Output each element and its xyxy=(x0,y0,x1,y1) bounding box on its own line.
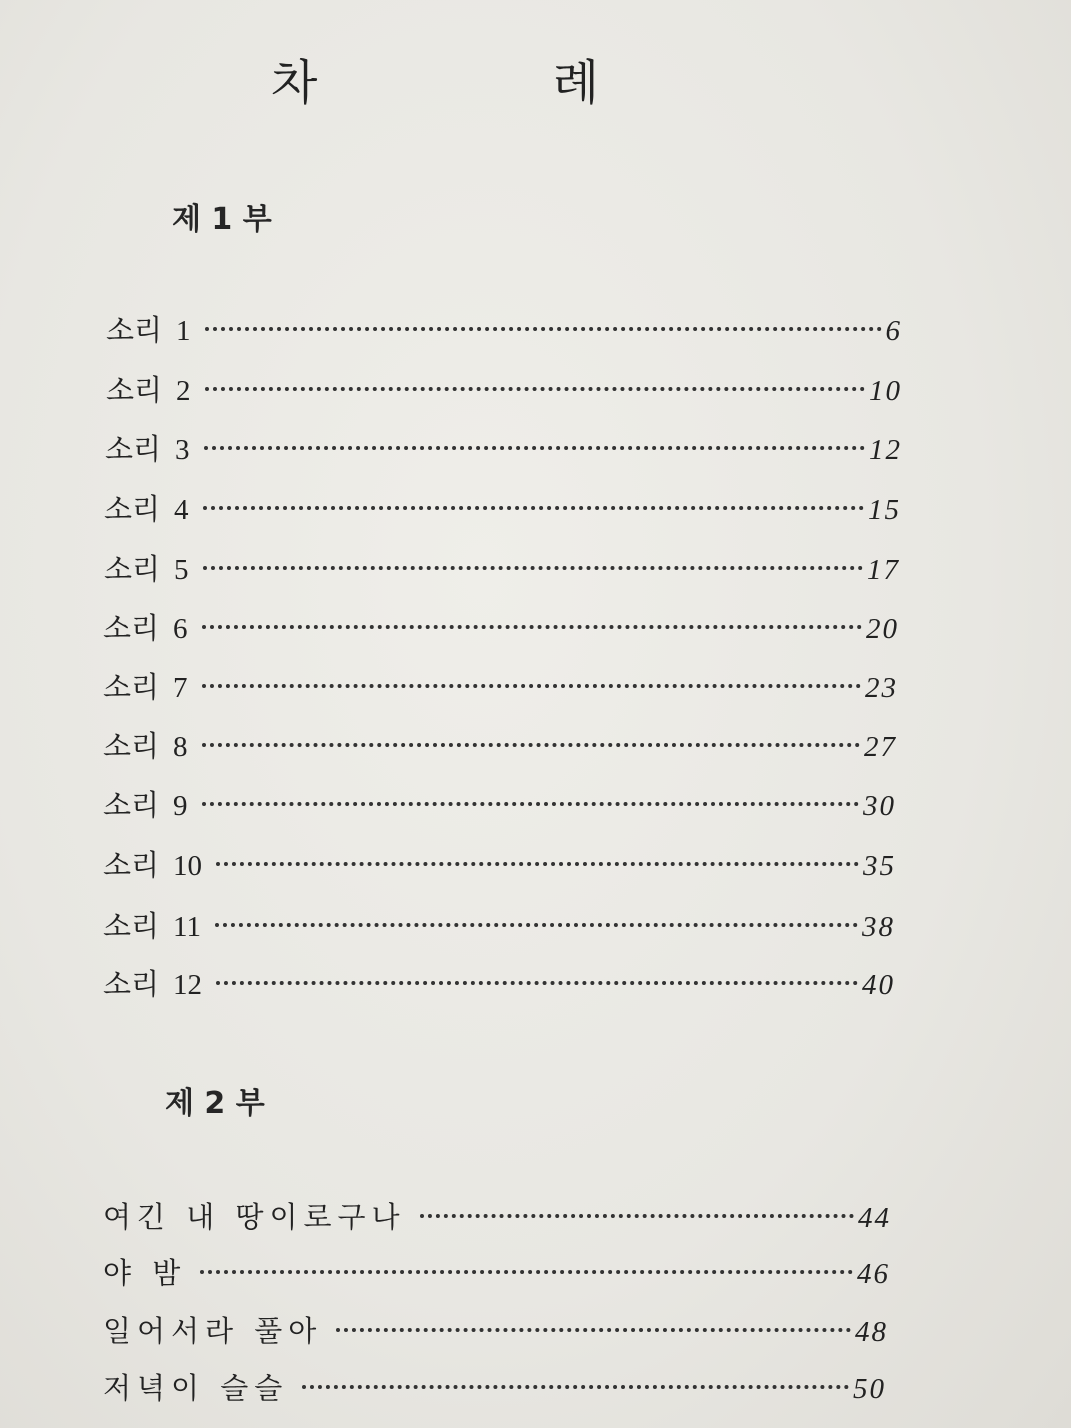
toc-entry[interactable] xyxy=(103,606,899,647)
toc-entry-page: 10 xyxy=(869,375,902,407)
toc-entry-title: 소리 xyxy=(103,848,160,882)
toc-entry[interactable] xyxy=(103,1366,886,1407)
dot-leader xyxy=(420,1214,854,1218)
toc-entry-title: 소리 xyxy=(103,729,160,763)
dot-leader xyxy=(215,923,858,927)
toc-entry-page: 46 xyxy=(857,1258,890,1290)
toc-entry-title: 소리 xyxy=(104,552,161,586)
toc-entry-number: 10 xyxy=(173,850,203,882)
toc-entry-page: 38 xyxy=(862,911,895,943)
toc-entry-number: 1 xyxy=(176,315,191,347)
toc-entry-number: 6 xyxy=(173,613,188,645)
toc-entry[interactable] xyxy=(103,962,895,1003)
toc-entry-number: 4 xyxy=(174,494,189,526)
toc-entry-page: 17 xyxy=(867,554,900,586)
toc-entry-page: 12 xyxy=(869,434,902,466)
dot-leader xyxy=(200,1270,853,1274)
dot-leader xyxy=(203,566,863,570)
dot-leader xyxy=(216,981,858,985)
toc-entry-page: 20 xyxy=(866,613,899,645)
toc-entry[interactable] xyxy=(103,1195,891,1236)
dot-leader xyxy=(202,684,861,688)
toc-entry-number: 3 xyxy=(175,434,190,466)
toc-entry[interactable] xyxy=(103,904,895,945)
dot-leader xyxy=(202,625,862,629)
toc-entry-page: 27 xyxy=(864,731,897,763)
toc-entry[interactable] xyxy=(106,308,902,349)
page-title: 차 례 xyxy=(271,55,709,111)
dot-leader xyxy=(302,1385,849,1389)
toc-entry[interactable] xyxy=(103,724,897,765)
toc-entry-number: 9 xyxy=(173,790,188,822)
toc-entry-title: 소리 xyxy=(103,670,160,704)
toc-entry[interactable] xyxy=(103,665,898,706)
toc-entry-title: 여긴 내 땅이로구나 xyxy=(103,1200,406,1234)
toc-entry-page: 15 xyxy=(868,494,901,526)
toc-entry[interactable] xyxy=(103,843,896,884)
toc-entry[interactable] xyxy=(104,487,901,528)
toc-entry-number: 12 xyxy=(173,969,203,1001)
toc-entry[interactable] xyxy=(106,368,902,409)
toc-entry[interactable] xyxy=(103,1309,888,1350)
part-1-heading: 제 1 부 xyxy=(172,202,272,237)
toc-entry-title: 야 밤 xyxy=(103,1256,187,1290)
dot-leader xyxy=(216,862,859,866)
toc-entry-page: 48 xyxy=(855,1316,888,1348)
toc-entry-number: 5 xyxy=(174,554,189,586)
toc-entry-page: 44 xyxy=(858,1202,891,1234)
toc-entry-page: 40 xyxy=(862,969,895,1001)
toc-entry-title: 소리 xyxy=(106,313,163,347)
toc-entry[interactable] xyxy=(103,1251,890,1292)
dot-leader xyxy=(204,446,865,450)
toc-entry-title: 소리 xyxy=(103,788,160,822)
toc-entry-title: 일어서라 풀아 xyxy=(103,1314,323,1348)
toc-entry-number: 8 xyxy=(173,731,188,763)
dot-leader xyxy=(205,327,882,331)
toc-entry-title: 소리 xyxy=(106,373,163,407)
toc-entry-title: 소리 xyxy=(104,492,161,526)
toc-entry-title: 소리 xyxy=(103,611,160,645)
toc-entry-number: 11 xyxy=(173,911,201,943)
toc-entry-title: 소리 xyxy=(105,432,162,466)
toc-entry-title: 저녁이 슬슬 xyxy=(103,1371,289,1405)
toc-entry-page: 35 xyxy=(863,850,896,882)
toc-entry-page: 50 xyxy=(853,1373,886,1405)
toc-entry[interactable] xyxy=(104,547,900,588)
dot-leader xyxy=(205,387,865,391)
toc-entry-page: 23 xyxy=(865,672,898,704)
part-2-heading: 제 2 부 xyxy=(165,1086,265,1121)
dot-leader xyxy=(203,506,864,510)
toc-entry-page: 30 xyxy=(863,790,896,822)
toc-entry-title: 소리 xyxy=(103,909,160,943)
toc-entry-page: 6 xyxy=(885,315,902,347)
dot-leader xyxy=(336,1328,851,1332)
dot-leader xyxy=(202,743,860,747)
dot-leader xyxy=(202,802,859,806)
toc-entry-number: 2 xyxy=(176,375,191,407)
toc-entry-number: 7 xyxy=(173,672,188,704)
toc-entry-title: 소리 xyxy=(103,967,160,1001)
toc-entry[interactable] xyxy=(105,427,902,468)
toc-entry[interactable] xyxy=(103,783,896,824)
